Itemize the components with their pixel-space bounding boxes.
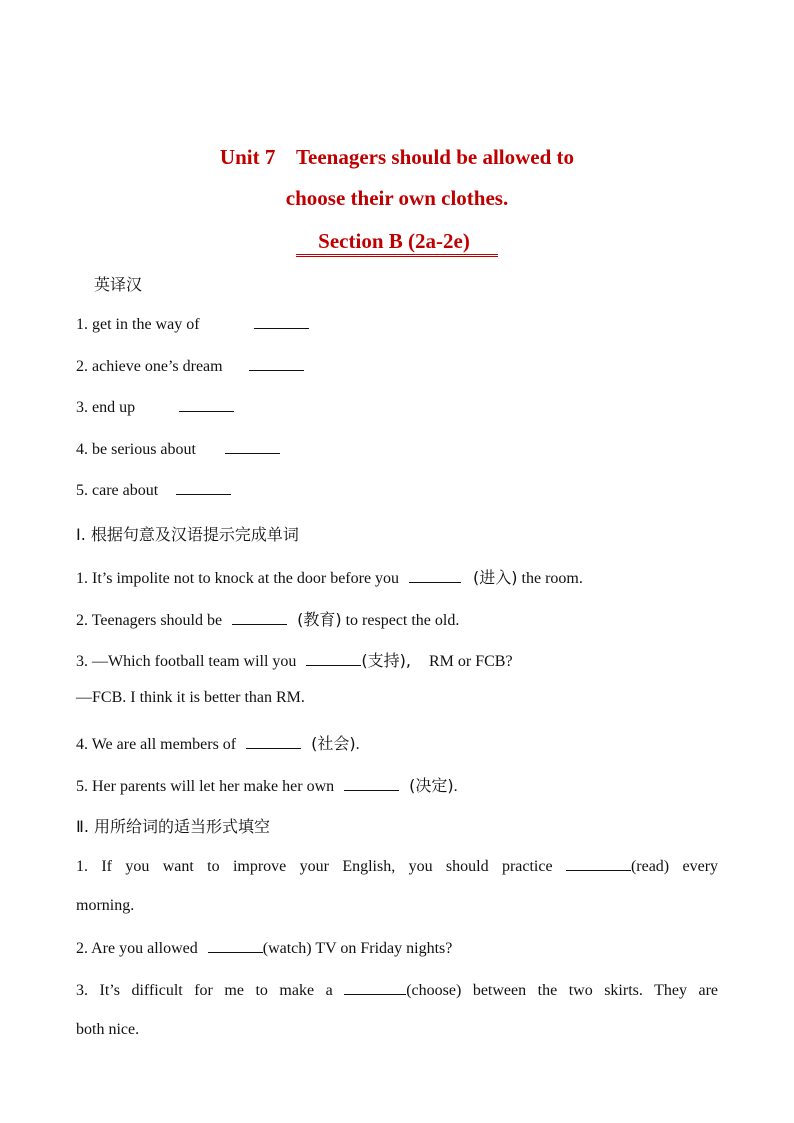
question-text: the room. bbox=[521, 570, 583, 587]
answer-blank[interactable] bbox=[232, 610, 287, 625]
title-line-2: choose their own clothes. bbox=[285, 186, 509, 210]
chinese-hint: (进入) bbox=[473, 568, 518, 587]
section-title: Section B (2a-2e) bbox=[296, 228, 498, 257]
question-text: 2. Teenagers should be bbox=[76, 612, 223, 629]
question-text: . bbox=[453, 778, 458, 795]
word-hint: (choose) bbox=[406, 982, 462, 999]
question-text: to respect the old. bbox=[345, 612, 460, 629]
question-text: 1. It’s impolite not to knock at the door before you bbox=[76, 570, 400, 587]
answer-blank[interactable] bbox=[176, 480, 231, 495]
answer-blank[interactable] bbox=[179, 397, 234, 412]
question-text: every bbox=[682, 858, 719, 875]
part2-question-3 bbox=[76, 980, 718, 1000]
word-hint: (read) bbox=[630, 858, 670, 875]
chinese-hint: (教育) bbox=[297, 610, 342, 629]
vocab-item-text: 4. be serious about bbox=[76, 441, 196, 458]
answer-blank[interactable] bbox=[306, 651, 361, 666]
vocab-item-text: 3. end up bbox=[76, 399, 136, 416]
chinese-hint: (社会) bbox=[311, 734, 356, 753]
section-title-wrap bbox=[0, 228, 794, 257]
chinese-hint: (支持), bbox=[361, 651, 411, 670]
question-text: 1. If you want to improve your English, you should practice bbox=[76, 858, 553, 875]
answer-blank[interactable] bbox=[249, 356, 304, 371]
part1-question-3 bbox=[76, 648, 513, 671]
answer-blank[interactable] bbox=[225, 439, 280, 454]
question-text: 4. We are all members of bbox=[76, 736, 237, 753]
question-text: . bbox=[355, 736, 360, 753]
question-text: RM or FCB? bbox=[428, 653, 513, 670]
question-text: between the two skirts. They are bbox=[472, 982, 719, 999]
vocab-heading: 英译汉 bbox=[94, 275, 143, 294]
vocab-item-3 bbox=[76, 397, 234, 417]
part1-heading: Ⅰ. 根据句意及汉语提示完成单词 bbox=[76, 525, 299, 544]
word-hint: (watch) bbox=[262, 940, 312, 957]
part2-question-1 bbox=[76, 856, 718, 876]
part2-heading: Ⅱ. 用所给词的适当形式填空 bbox=[76, 817, 271, 836]
vocab-item-text: 5. care about bbox=[76, 482, 159, 499]
vocab-item-5 bbox=[76, 480, 231, 500]
answer-blank[interactable] bbox=[566, 856, 631, 871]
answer-blank[interactable] bbox=[246, 734, 301, 749]
question-text: 2. Are you allowed bbox=[76, 940, 198, 957]
part2-question-2 bbox=[76, 938, 452, 958]
vocab-item-1 bbox=[76, 314, 309, 334]
answer-blank[interactable] bbox=[344, 980, 406, 995]
answer-blank[interactable] bbox=[344, 776, 399, 791]
part2-question-1-continued: morning. bbox=[76, 897, 135, 914]
part2-question-3-continued: both nice. bbox=[76, 1021, 140, 1038]
title-line-1: Unit 7 Teenagers should be allowed to bbox=[219, 145, 575, 169]
part1-question-3-answer: —FCB. I think it is better than RM. bbox=[76, 689, 305, 706]
chinese-hint: (决定) bbox=[409, 776, 454, 795]
vocab-item-4 bbox=[76, 439, 280, 459]
answer-blank[interactable] bbox=[254, 314, 309, 329]
question-text: 5. Her parents will let her make her own bbox=[76, 778, 335, 795]
vocab-item-2 bbox=[76, 356, 304, 376]
question-text: 3. It’s difficult for me to make a bbox=[76, 982, 333, 999]
question-text: TV on Friday nights? bbox=[315, 940, 453, 957]
vocab-item-text: 1. get in the way of bbox=[76, 316, 200, 333]
part1-question-2 bbox=[76, 607, 459, 630]
answer-blank[interactable] bbox=[409, 568, 461, 583]
part1-question-1 bbox=[76, 565, 583, 588]
part1-question-4 bbox=[76, 731, 360, 754]
part1-question-5 bbox=[76, 773, 458, 796]
question-text: 3. —Which football team will you bbox=[76, 653, 297, 670]
answer-blank[interactable] bbox=[208, 938, 263, 953]
vocab-item-text: 2. achieve one’s dream bbox=[76, 358, 223, 375]
